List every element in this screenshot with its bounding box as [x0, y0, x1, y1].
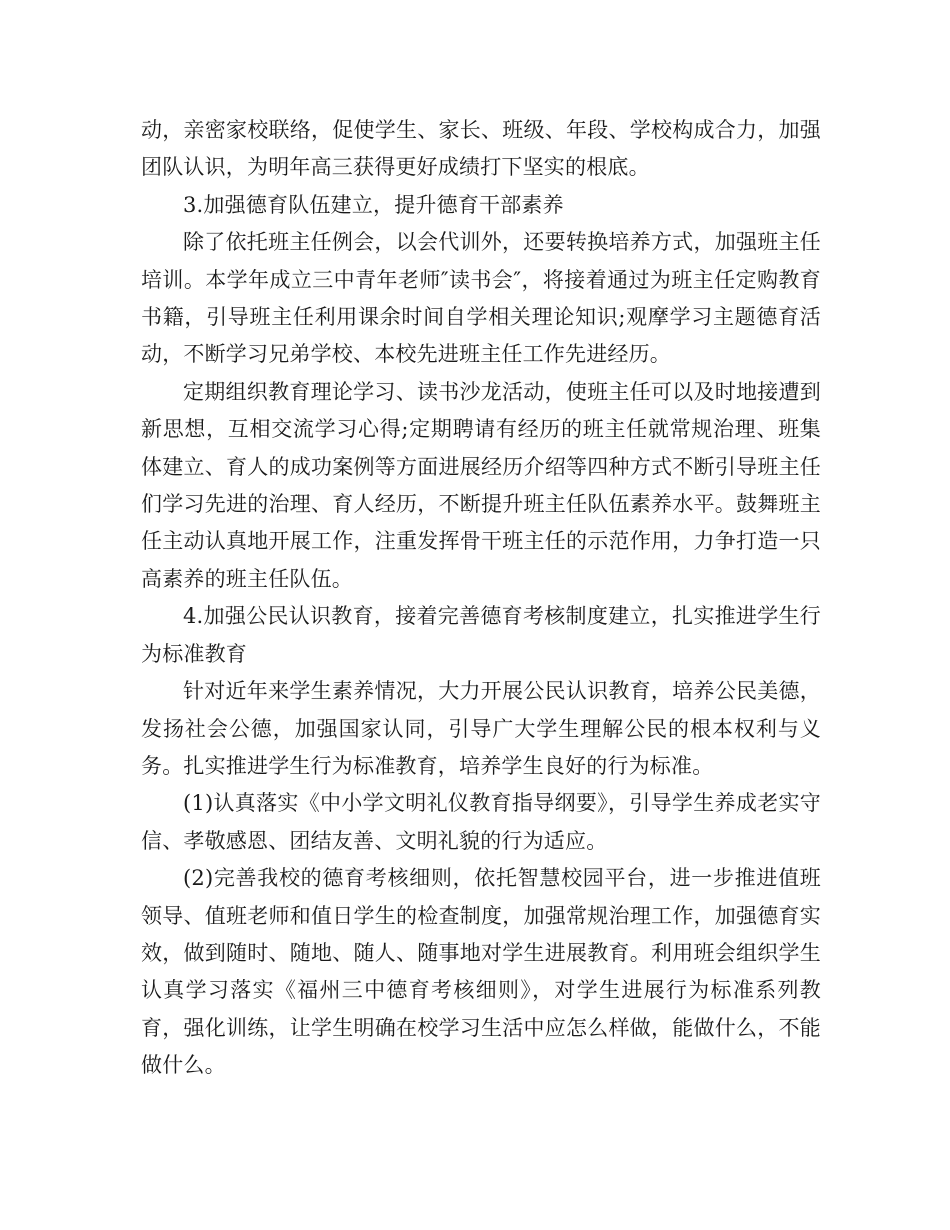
section-heading: 3.加强德育队伍建立，提升德育干部素养 [183, 192, 564, 217]
list-item: (1)认真落实《中小学文明礼仪教育指导纲要》，引导学生养成老实守信、孝敬感恩、团结友善、文明礼貌的行为适应。 [141, 791, 821, 853]
document-body [141, 112, 821, 1085]
paragraph: 针对近年来学生素养情况，大力开展公民认识教育，培养公民美德，发扬社会公德，加强国家认同，引导广大学生理解公民的根本权利与义务。扎实推进学生行为标准教育，培养学生良好的行为标准。 [141, 679, 821, 778]
section-heading: 4.加强公民认识教育，接着完善德育考核制度建立，扎实推进学生行为标准教育 [141, 604, 821, 666]
paragraph: 除了依托班主任例会，以会代训外，还要转换培养方式，加强班主任培训。本学年成立三中青年老师″读书会″，将接着通过为班主任定购教育书籍，引导班主任利用课余时间自学相关理论知识;观摩学习主题德育活动，不断学习兄弟学校、本校先进班主任工作先进经历。 [141, 230, 821, 367]
list-item: (2)完善我校的德育考核细则，依托智慧校园平台，进一步推进值班领导、值班老师和值日学生的检查制度，加强常规治理工作，加强德育实效，做到随时、随地、随人、随事地对学生进展教育。利用班会组织学生认真学习落实《福州三中德育考核细则》，对学生进展行为标准系列教育，强化训练，让学生明确在校学习生活中应怎么样做，能做什么，不能做什么。 [141, 866, 821, 1078]
paragraph: 定期组织教育理论学习、读书沙龙活动，使班主任可以及时地接遭到新思想，互相交流学习心得;定期聘请有经历的班主任就常规治理、班集体建立、育人的成功案例等方面进展经历介绍等四种方式不断引导班主任们学习先进的治理、育人经历，不断提升班主任队伍素养水平。鼓舞班主任主动认真地开展工作，注重发挥骨干班主任的示范作用，力争打造一只高素养的班主任队伍。 [141, 379, 821, 591]
paragraph: 动，亲密家校联络，促使学生、家长、班级、年段、学校构成合力，加强团队认识，为明年高三获得更好成绩打下坚实的根底。 [141, 118, 821, 180]
